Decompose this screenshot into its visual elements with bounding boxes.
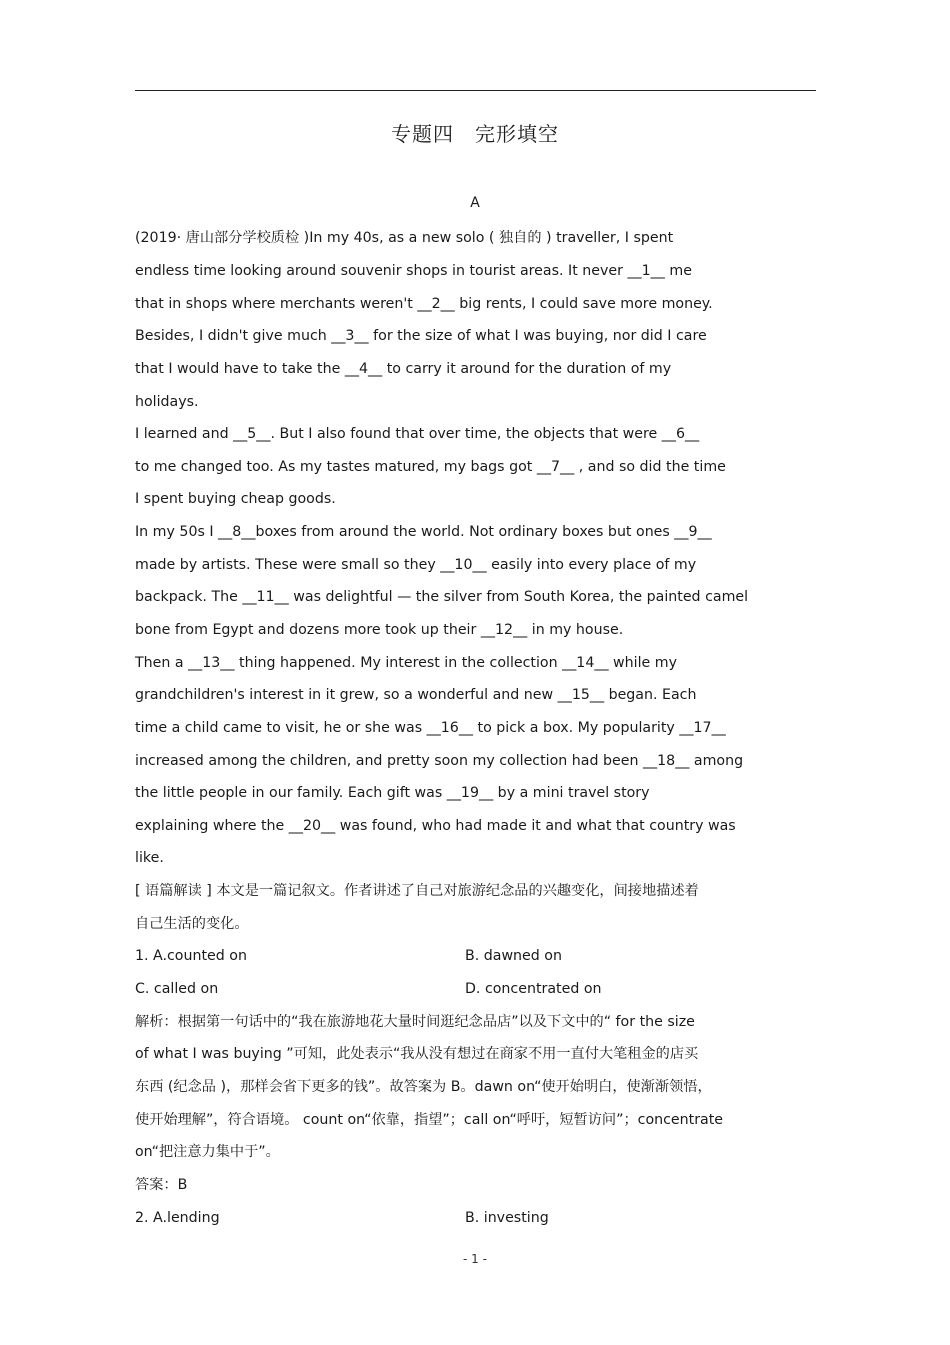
text-line: (2019· 唐山部分学校质检 )In my 40s, as a new solo ( 独自的 ) traveller, I spent	[135, 230, 674, 247]
answer-line: 答案：B	[135, 1176, 188, 1193]
text-line: explaining where the __20__ was found, who had made it and what that country was	[135, 817, 736, 834]
text-line: I learned and __5__. But I also found that over time, the objects that were __6__	[135, 426, 700, 443]
text-line: that in shops where merchants weren't __2__ big rents, I could save more money.	[135, 295, 713, 312]
option-2a: 2. A.lending	[135, 1209, 220, 1226]
question-1-options-row-2	[135, 973, 817, 1006]
text-line: endless time looking around souvenir shops in tourist areas. It never __1__ me	[135, 262, 692, 279]
text-line: made by artists. These were small so they __10__ easily into every place of my	[135, 556, 697, 573]
page-title: 专题四 完形填空	[391, 122, 559, 146]
text-line: increased among the children, and pretty soon my collection had been __18__ among	[135, 752, 744, 769]
text-line: like.	[135, 850, 164, 867]
option-1b: B. dawned on	[465, 948, 562, 965]
option-1d: D. concentrated on	[465, 981, 602, 998]
question-2-options-row-1	[135, 1201, 817, 1234]
text-line: Besides, I didn't give much __3__ for the size of what I was buying, nor did I care	[135, 328, 707, 345]
discourse-note: [ 语篇解读 ] 本文是一篇记叙文。作者讲述了自己对旅游纪念品的兴趣变化，间接地描述着	[135, 883, 699, 900]
option-1a: 1. A.counted on	[135, 948, 247, 965]
analysis-line: on“把注意力集中于”。	[135, 1144, 280, 1161]
text-line: backpack. The __11__ was delightful — the silver from South Korea, the painted camel	[135, 589, 749, 606]
page-number: - 1 -	[463, 1252, 487, 1266]
header-rule	[135, 90, 816, 91]
discourse-note: 自己生活的变化。	[135, 915, 249, 932]
text-line: grandchildren's interest in it grew, so a wonderful and new __15__ began. Each	[135, 687, 697, 704]
text-line: I spent buying cheap goods.	[135, 491, 336, 508]
text-line: to me changed too. As my tastes matured, my bags got __7__ , and so did the time	[135, 458, 726, 475]
text-line: holidays.	[135, 393, 199, 410]
section-label: A	[470, 195, 480, 211]
analysis-line: 东西 (纪念品 )，那样会省下更多的钱”。故答案为 B。dawn on“使开始明白，使渐渐领悟，	[135, 1078, 712, 1095]
text-line: the little people in our family. Each gift was __19__ by a mini travel story	[135, 785, 650, 802]
body-text	[135, 222, 817, 1234]
analysis-line: 使开始理解”，符合语境。 count on“依靠，指望”；call on“呼吁，短暂访问”；concentrate	[135, 1111, 724, 1128]
analysis-line: 解析：根据第一句话中的“我在旅游地花大量时间逛纪念品店”以及下文中的“ for the size	[135, 1013, 695, 1030]
analysis-line: of what I was buying ”可知，此处表示“我从没有想过在商家不用一直付大笔租金的店买	[135, 1046, 699, 1063]
question-1-options-row-1	[135, 940, 817, 973]
option-2b: B. investing	[465, 1209, 549, 1226]
text-line: Then a __13__ thing happened. My interest in the collection __14__ while my	[135, 654, 677, 671]
text-line: that I would have to take the __4__ to carry it around for the duration of my	[135, 360, 672, 377]
text-line: bone from Egypt and dozens more took up their __12__ in my house.	[135, 622, 624, 638]
text-line: In my 50s I __8__boxes from around the world. Not ordinary boxes but ones __9__	[135, 524, 712, 541]
text-line: time a child came to visit, he or she was __16__ to pick a box. My popularity __17__	[135, 719, 726, 736]
option-1c: C. called on	[135, 981, 219, 998]
